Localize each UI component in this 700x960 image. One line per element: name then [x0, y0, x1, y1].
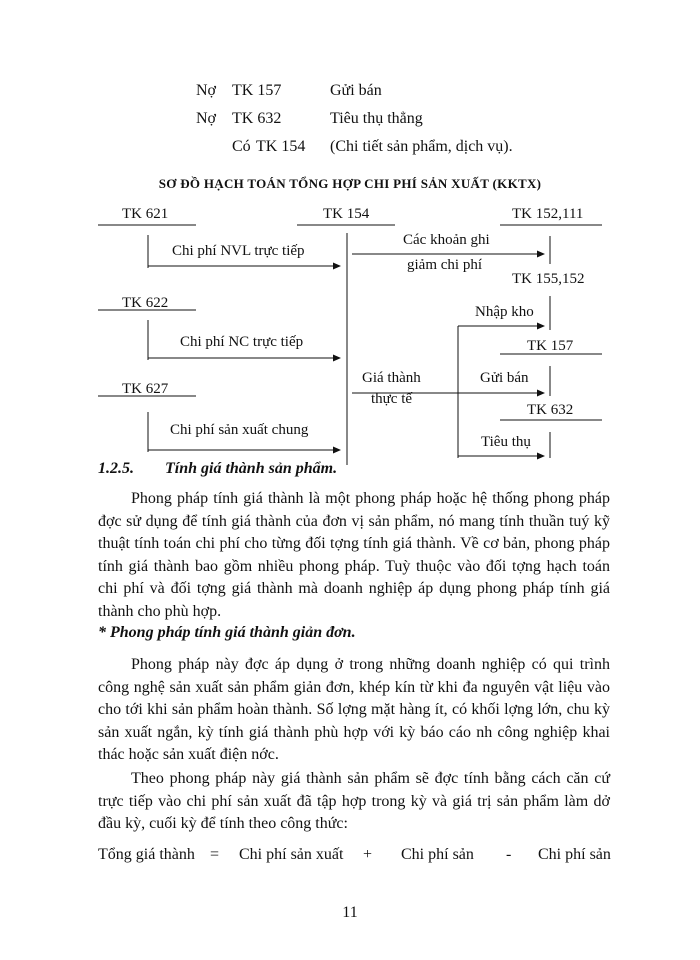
tieu-thu-label: Tiêu thụ [481, 434, 531, 450]
paragraph-3 [98, 768, 610, 836]
nhap-kho-label: Nhập kho [475, 304, 534, 320]
entry-3-account: TK 154 [256, 138, 306, 155]
page-number: 11 [342, 904, 358, 921]
tk621-label: TK 621 [122, 206, 169, 222]
tk632-label: TK 632 [527, 402, 574, 418]
method-subheading: * Phong pháp tính giá thành giản đơn. [98, 624, 356, 641]
formula-plus: + [363, 846, 373, 863]
gui-ban-arrowhead [537, 390, 545, 397]
paragraph-1-text: Phong pháp tính giá thành là một phong pháp hoặc hệ thống phong pháp đợc sử dụng để tính giá thành của đơn vị sản phẩm, nó mang tính thuần tuý kỹ thuật tính toán chi phí cho từng đối tợng tính giá thành. Về cơ bản, phong pháp tính giá thành bao gồm nhiều phong pháp. Tuỳ thuộc vào đối tợng hạch toán chi phí và đối tợng giá thành mà doanh nghiệp áp dụng phong pháp tính giá thành cho phù hợp. [98, 490, 610, 620]
tk154-label: TK 154 [323, 206, 370, 222]
gia-thanh-label-1: Giá thành [362, 370, 421, 386]
formula-term-4: Chi phí sản [538, 846, 611, 863]
tk152-111-label: TK 152,111 [512, 206, 584, 222]
nvl-arrowhead [333, 263, 341, 270]
tk622-label: TK 622 [122, 295, 169, 311]
accounting-diagram [0, 0, 700, 470]
tk155-152-label: TK 155,152 [512, 271, 585, 287]
formula-term-2: Chi phí sản xuất [239, 846, 344, 863]
giam-label-2: giảm chi phí [407, 257, 482, 273]
formula-term-1: Tổng giá thành [98, 846, 195, 863]
paragraph-3-text: Theo phong pháp này giá thành sản phẩm sẽ đợc tính bằng cách căn cứ trực tiếp vào chi phí sản xuất đã tập hợp trong kỳ và giá trị sản phẩm làm dở đầu kỳ, cuối kỳ để tính theo công thức: [98, 770, 610, 832]
section-title: Tính giá thành sản phẩm. [165, 460, 338, 477]
paragraph-2-text: Phong pháp này đợc áp dụng ở trong những doanh nghiệp có qui trình công nghệ sản xuất sản phẩm giản đơn, khép kín từ khi đa nguyên vật liệu vào cho tới khi sản phẩm hoàn thành. Số lợng mặt hàng ít, có khối lợng lớn, chu kỳ sản xuất ngắn, kỳ tính giá thành phù hợp với kỳ báo cáo nh công nghiệp khai thác hoặc sản xuất điện nớc. [98, 656, 610, 763]
entry-2-side: Nợ [196, 110, 217, 127]
tieu-thu-arrowhead [537, 453, 545, 460]
tk627-label: TK 627 [122, 381, 169, 397]
entry-3-desc: (Chi tiết sản phẩm, dịch vụ). [330, 138, 513, 155]
entry-3-side: Có [232, 138, 251, 155]
entry-2-account: TK 632 [232, 110, 282, 127]
nvl-label: Chi phí NVL trực tiếp [172, 243, 305, 259]
giam-label-1: Các khoản ghi [403, 232, 490, 248]
nc-arrowhead [333, 355, 341, 362]
paragraph-1 [98, 488, 610, 623]
diagram-title: SƠ ĐỒ HẠCH TOÁN TỔNG HỢP CHI PHÍ SẢN XUẤT (KKTX) [158, 176, 542, 191]
entry-2-desc: Tiêu thụ thẳng [330, 110, 423, 127]
paragraph-2 [98, 654, 610, 767]
formula-term-3: Chi phí sản [401, 846, 474, 863]
formula-equals: = [210, 846, 220, 863]
giam-arrowhead [537, 251, 545, 258]
section-number: 1.2.5. [98, 460, 134, 477]
sxc-arrowhead [333, 447, 341, 454]
nc-label: Chi phí NC trực tiếp [180, 334, 304, 350]
entry-1-desc: Gửi bán [330, 82, 382, 99]
formula-minus: - [506, 846, 512, 863]
tk157-label: TK 157 [527, 338, 574, 354]
gui-ban-label: Gửi bán [480, 370, 529, 386]
gia-thanh-label-2: thực tế [371, 391, 413, 407]
entry-1-side: Nợ [196, 82, 217, 99]
nhap-kho-arrowhead [537, 323, 545, 330]
entry-1-account: TK 157 [232, 82, 282, 99]
sxc-label: Chi phí sản xuất chung [170, 422, 309, 438]
